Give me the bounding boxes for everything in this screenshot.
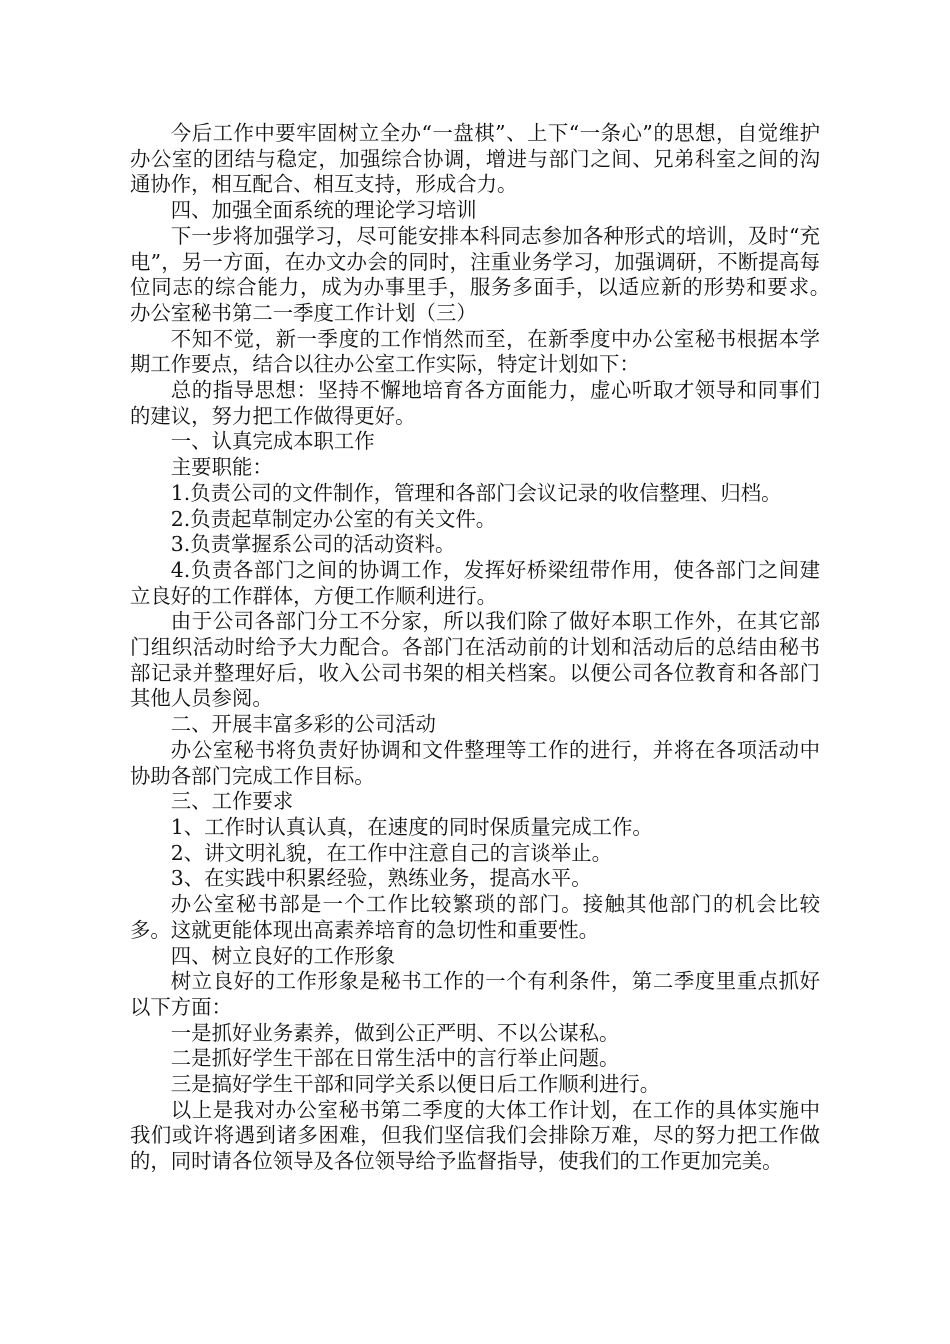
heading-duties: 一、认真完成本职工作 xyxy=(170,429,375,454)
list-item-4: 4.负责各部门之间的协调工作，发挥好桥梁纽带作用，使各部门之间建立良好的工作群体，方便工作顺利进行。 xyxy=(130,557,820,608)
heading-image: 四、树立良好的工作形象 xyxy=(170,943,396,968)
paragraph-teamwork: 今后工作中要牢固树立全办“一盘棋”、上下“一条心”的思想，自觉维护办公室的团结与稳定，加强综合协调，增进与部门之间、兄弟科室之间的沟通协作，相互配合、相互支持，形成合力。 xyxy=(130,121,820,197)
label-main-functions: 主要职能： xyxy=(170,455,273,480)
image-item-3: 三是搞好学生干部和同学关系以便日后工作顺利进行。 xyxy=(170,1072,661,1097)
paragraph-image: 树立良好的工作形象是秘书工作的一个有利条件，第二季度里重点抓好以下方面： xyxy=(130,969,820,1019)
heading-activities: 二、开展丰富多彩的公司活动 xyxy=(170,712,436,737)
requirement-item-1: 1、工作时认真认真，在速度的同时保质量完成工作。 xyxy=(170,814,653,839)
paragraph-intro: 不知不觉，新一季度的工作悄然而至，在新季度中办公室秘书根据本学期工作要点，结合以往办公室工作实际，特定计划如下： xyxy=(130,326,820,377)
heading-theory-study: 四、加强全面系统的理论学习培训 xyxy=(170,198,477,223)
paragraph-training: 下一步将加强学习，尽可能安排本科同志参加各种形式的培训，及时“充电”，另一方面，在办文办会的同时，注重业务学习，加强调研，不断提高每位同志的综合能力，成为办事里手，服务多面手，以适应新的形势和要求。 办公室秘书第二一季度工作计划（三） xyxy=(130,223,861,325)
list-item-3: 3.负责掌握系公司的活动资料。 xyxy=(170,532,456,557)
paragraph-activities: 办公室秘书将负责好协调和文件整理等工作的进行，并将在各项活动中协助各部门完成工作目标。 xyxy=(130,737,820,788)
list-item-1: 1.负责公司的文件制作，管理和各部门会议记录的收信整理、归档。 xyxy=(170,480,782,505)
paragraph-guiding-idea: 总的指导思想：坚持不懈地培育各方面能力，虚心听取才领导和同事们的建议，努力把工作做得更好。 xyxy=(130,378,820,428)
list-item-2: 2.负责起草制定办公室的有关文件。 xyxy=(170,506,497,531)
image-item-2: 二是抓好学生干部在日常生活中的言行举止问题。 xyxy=(170,1046,620,1071)
paragraph-department: 办公室秘书部是一个工作比较繁琐的部门。接触其他部门的机会比较多。这就更能体现出高素养培育的急切性和重要性。 xyxy=(130,892,820,942)
image-item-1: 一是抓好业务素养，做到公正严明、不以公谋私。 xyxy=(170,1020,620,1045)
heading-requirements: 三、工作要求 xyxy=(170,789,294,814)
requirement-item-3: 3、在实践中积累经验，熟练业务，提高水平。 xyxy=(170,866,592,891)
paragraph-cooperation: 由于公司各部门分工不分家，所以我们除了做好本职工作外，在其它部门组织活动时给予大力配合。各部门在活动前的计划和活动后的总结由秘书部记录并整理好后，收入公司书架的相关档案。以便公司各位教育和各部门其他人员参阅。 xyxy=(130,609,820,711)
document-body xyxy=(130,121,861,1175)
requirement-item-2: 2、讲文明礼貌，在工作中注意自己的言谈举止。 xyxy=(170,840,612,865)
paragraph-conclusion: 以上是我对办公室秘书第二季度的大体工作计划，在工作的具体实施中我们或许将遇到诸多困难，但我们坚信我们会排除万难，尽的努力把工作做的，同时请各位领导及各位领导给予监督指导，使我们的工作更加完美。 xyxy=(130,1097,820,1174)
